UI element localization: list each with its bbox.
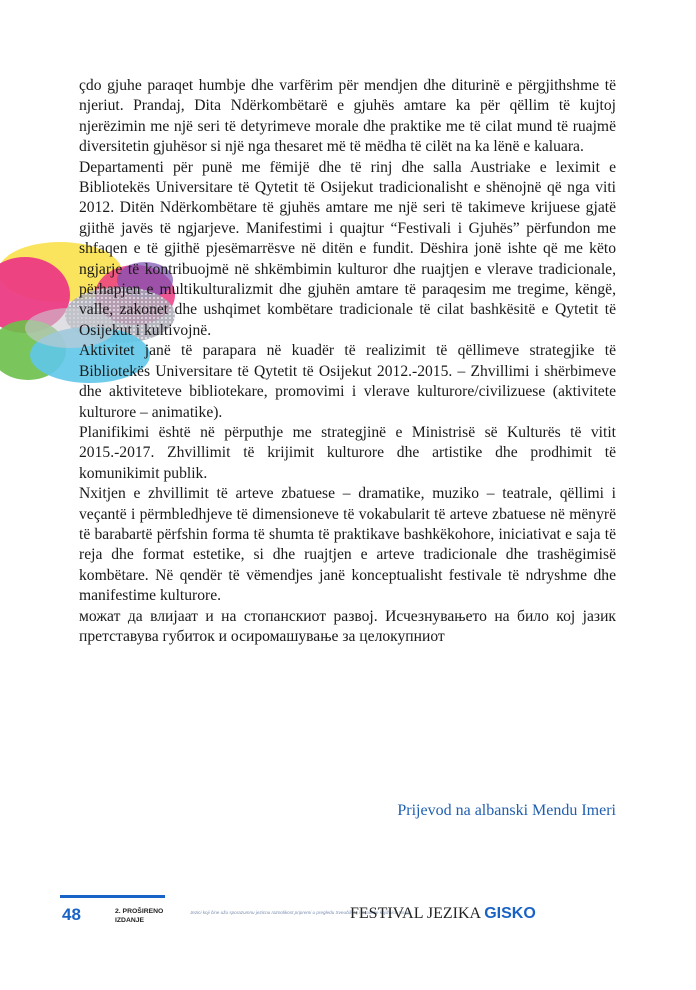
footer-tagline: Jezici koji čine užu sporazumnu jezicnu raznolikost pripremi u pregledu Sveučilišta i Gradske knjižnice Osijek <box>190 910 412 915</box>
edition-label: 2. PROŠIRENO IZDANJE <box>115 908 164 924</box>
body-paragraph: Aktivitet janë të parapara në kuadër të realizimit të qëllimeve strategjike të Bibliotekës Universitare të Qytetit të Osijekut 2012.-2015. – Zhvillimi i shërbimeve dhe aktiviteteve bibliotekare, promovimi i vlerave kulturore/civilizuese (aktivitete kulturore – animatike). <box>79 342 616 421</box>
body-paragraph: Planifikimi është në përputhje me strategjinë e Ministrisë së Kulturës të vitit 2015.-2017. Zhvillimit të krijimit kulturore dhe artistike dhe prodhimit të komunikimit publik. <box>79 423 616 482</box>
publication-title-accent: GISKO <box>484 905 536 922</box>
publication-title <box>350 905 536 923</box>
publication-title-main: FESTIVAL JEZIKA <box>350 905 485 922</box>
body-paragraph: Nxitjen e zhvillimit të arteve zbatuese – dramatike, muziko – teatrale, qëllimi i veçantë i përmbledhjeve të dimensioneve të vokabularit të arteve zbatuese në mënyrë të barabartë përfshin forma të shumta të praktikave bashkëkohore, iniciativat e saja të reja dhe format estetike, si dhe ruajtjen e arteve tradicionale dhe trashëgimisë kombëtare. Në qendër të vëmendjes janë konceptualisht festivale të ndryshme dhe manifestime kulturore. <box>79 485 616 605</box>
body-paragraph: Departamenti për punë me fëmijë dhe të rinj dhe salla Austriake e leximit e Bibliotekës Universitare të Qytetit të Osijekut tradicionalisht e shënojnë që nga viti 2012. Ditën Ndërkombëtare të gjuhës amtare me një seri të takimeve krijuese gjatë gjithë javës të ngjarjeve. Manifestimi i quajtur “Festivali i Gjuhës” përfundon me shfaqen e të gjithë pjesëmarrësve në ditën e fundit. Dëshira jonë ishte që me këto ngjarje të kontribuojmë në shkëmbimin kulturor dhe ruajtjen e vlerave tradicionale, përhapjen e multikulturalizmit dhe gjuhën amtare të paraqesim me tregime, këngë, valle, zakonet dhe ushqimet kombëtare tradicionale të cilat bashkësitë e Qytetit të Osijekut i kultivojnë. <box>79 158 616 339</box>
translator-credit: Prijevod na albanski Mendu Imeri <box>397 802 616 819</box>
body-paragraph-macedonian: можат да влијаат и на стопанскиот развој. Исчезнувањето на било кој јазик претставува губиток и осиромашување за целокупниот <box>79 607 616 645</box>
article-body <box>79 76 616 647</box>
page-number: 48 <box>62 905 81 924</box>
body-paragraph: çdo gjuhe paraqet humbje dhe varfërim për mendjen dhe diturinë e përgjithshme të njeriut. Prandaj, Dita Ndërkombëtarë e gjuhës amtare ka për qëllim të kujtoj njerëzimin me një seri të detyrimeve morale dhe praktike me të cilat mund të ruajmë diversitetin gjuhësor si një nga thesaret më të mëdha të cilët na ka lënë e kaluara. <box>79 77 616 156</box>
footer-divider <box>60 895 165 898</box>
